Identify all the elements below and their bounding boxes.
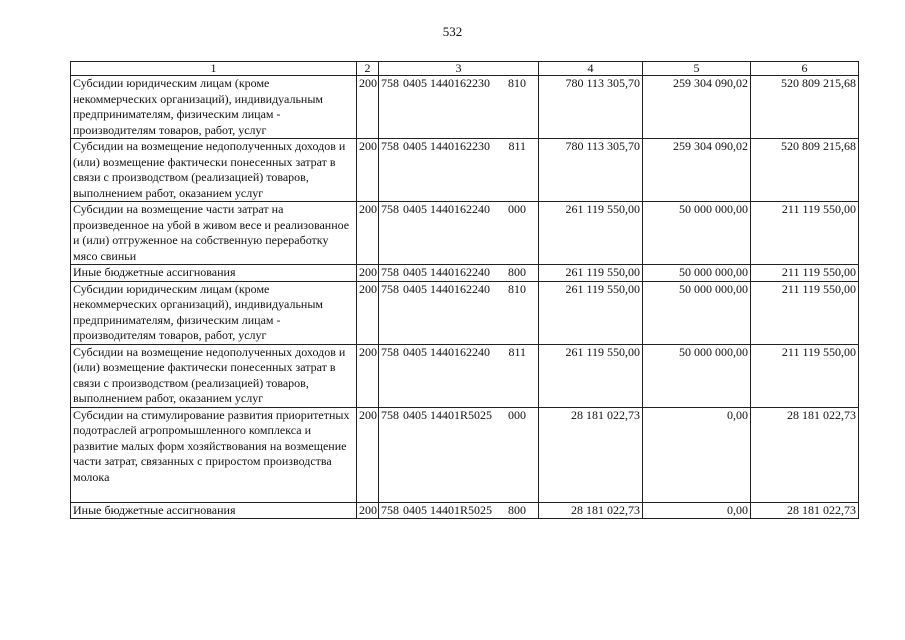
code-cs: 1440162240 [430, 202, 490, 216]
row-col4: 780 113 305,70 [539, 139, 643, 202]
budget-table [70, 61, 859, 519]
row-code [379, 265, 539, 282]
row-code [379, 407, 539, 502]
table-row [71, 407, 859, 502]
code-vr: 810 [508, 281, 526, 296]
row-name: Субсидии юридическим лицам (кроме некоммерческих организаций), индивидуальным предпринимателям, физическим лицам - производителям товаров, работ, услуг [71, 281, 357, 344]
header-row [71, 62, 859, 76]
code-cs: 1440162240 [430, 265, 490, 279]
row-name: Иные бюджетные ассигнования [71, 265, 357, 282]
row-code [379, 76, 539, 139]
header-col-2: 2 [357, 62, 379, 76]
row-col5: 259 304 090,02 [643, 139, 751, 202]
row-col2: 200 [357, 76, 379, 139]
row-col6: 211 119 550,00 [751, 202, 859, 265]
row-code [379, 502, 539, 519]
table-row [71, 281, 859, 344]
row-col6: 211 119 550,00 [751, 344, 859, 407]
code-rz: 0405 [403, 76, 427, 90]
code-cs: 1440162240 [430, 281, 490, 296]
row-code [379, 139, 539, 202]
table-row [71, 202, 859, 265]
code-rz: 0405 [403, 407, 427, 422]
code-ved: 758 [381, 139, 399, 153]
row-col4: 261 119 550,00 [539, 202, 643, 265]
row-col2: 200 [357, 407, 379, 502]
row-name: Субсидии на стимулирование развития приоритетных подотраслей агропромышленного комплекса и развитие малых форм хозяйствования на возмещение части затрат, связанных с приростом производства молока [71, 407, 357, 502]
code-vr: 800 [508, 502, 526, 517]
table-row [71, 76, 859, 139]
code-cs: 14401R5025 [430, 407, 493, 422]
row-col6: 28 181 022,73 [751, 407, 859, 502]
row-col6: 520 809 215,68 [751, 139, 859, 202]
code-vr: 000 [508, 202, 526, 216]
row-name: Субсидии на возмещение недополученных доходов и (или) возмещение фактически понесенных затрат в связи с производством (реализацией) товаров, выполнением работ, оказанием услуг [71, 344, 357, 407]
row-col4: 261 119 550,00 [539, 281, 643, 344]
code-vr: 000 [508, 407, 526, 422]
page-number: 532 [442, 24, 463, 39]
code-rz: 0405 [403, 139, 427, 153]
header-col-3: 3 [379, 62, 539, 76]
header-col-4: 4 [539, 62, 643, 76]
code-rz: 0405 [403, 502, 427, 517]
code-vr: 810 [508, 76, 526, 90]
header-col-5: 5 [643, 62, 751, 76]
row-name: Субсидии на возмещение части затрат на произведенное на убой в живом весе и реализованное и (или) отгруженное на собственную переработку мясо свиньи [71, 202, 357, 265]
row-col5: 50 000 000,00 [643, 265, 751, 282]
row-col5: 0,00 [643, 407, 751, 502]
row-code [379, 281, 539, 344]
row-col2: 200 [357, 502, 379, 519]
row-col2: 200 [357, 281, 379, 344]
code-ved: 758 [381, 281, 399, 296]
table-row [71, 344, 859, 407]
code-rz: 0405 [403, 265, 427, 279]
code-ved: 758 [381, 202, 399, 216]
code-vr: 811 [508, 139, 526, 153]
code-cs: 1440162230 [430, 139, 490, 153]
code-cs: 1440162240 [430, 344, 490, 359]
row-col2: 200 [357, 139, 379, 202]
table-row [71, 502, 859, 519]
code-ved: 758 [381, 265, 399, 279]
code-rz: 0405 [403, 202, 427, 216]
table-row [71, 139, 859, 202]
row-col4: 261 119 550,00 [539, 344, 643, 407]
row-col5: 50 000 000,00 [643, 281, 751, 344]
row-col6: 211 119 550,00 [751, 265, 859, 282]
header-col-1: 1 [71, 62, 357, 76]
code-cs: 1440162230 [430, 76, 490, 90]
row-col5: 50 000 000,00 [643, 344, 751, 407]
row-col4: 780 113 305,70 [539, 76, 643, 139]
code-rz: 0405 [403, 344, 427, 359]
code-ved: 758 [381, 502, 399, 517]
row-name: Иные бюджетные ассигнования [71, 502, 357, 519]
row-col5: 259 304 090,02 [643, 76, 751, 139]
row-col4: 261 119 550,00 [539, 265, 643, 282]
row-col4: 28 181 022,73 [539, 407, 643, 502]
row-col5: 50 000 000,00 [643, 202, 751, 265]
code-ved: 758 [381, 344, 399, 359]
code-ved: 758 [381, 76, 399, 90]
row-name: Субсидии на возмещение недополученных доходов и (или) возмещение фактически понесенных затрат в связи с производством (реализацией) товаров, выполнением работ, оказанием услуг [71, 139, 357, 202]
row-col2: 200 [357, 344, 379, 407]
row-col6: 211 119 550,00 [751, 281, 859, 344]
row-name: Субсидии юридическим лицам (кроме некоммерческих организаций), индивидуальным предпринимателям, физическим лицам - производителям товаров, работ, услуг [71, 76, 357, 139]
code-cs: 14401R5025 [430, 502, 493, 517]
row-col6: 28 181 022,73 [751, 502, 859, 519]
row-code [379, 344, 539, 407]
row-code [379, 202, 539, 265]
header-col-6: 6 [751, 62, 859, 76]
row-col4: 28 181 022,73 [539, 502, 643, 519]
row-col2: 200 [357, 202, 379, 265]
code-vr: 811 [508, 344, 526, 359]
row-col6: 520 809 215,68 [751, 76, 859, 139]
code-ved: 758 [381, 407, 399, 422]
code-vr: 800 [508, 265, 526, 279]
code-rz: 0405 [403, 281, 427, 296]
table-row [71, 265, 859, 282]
row-col2: 200 [357, 265, 379, 282]
row-col5: 0,00 [643, 502, 751, 519]
